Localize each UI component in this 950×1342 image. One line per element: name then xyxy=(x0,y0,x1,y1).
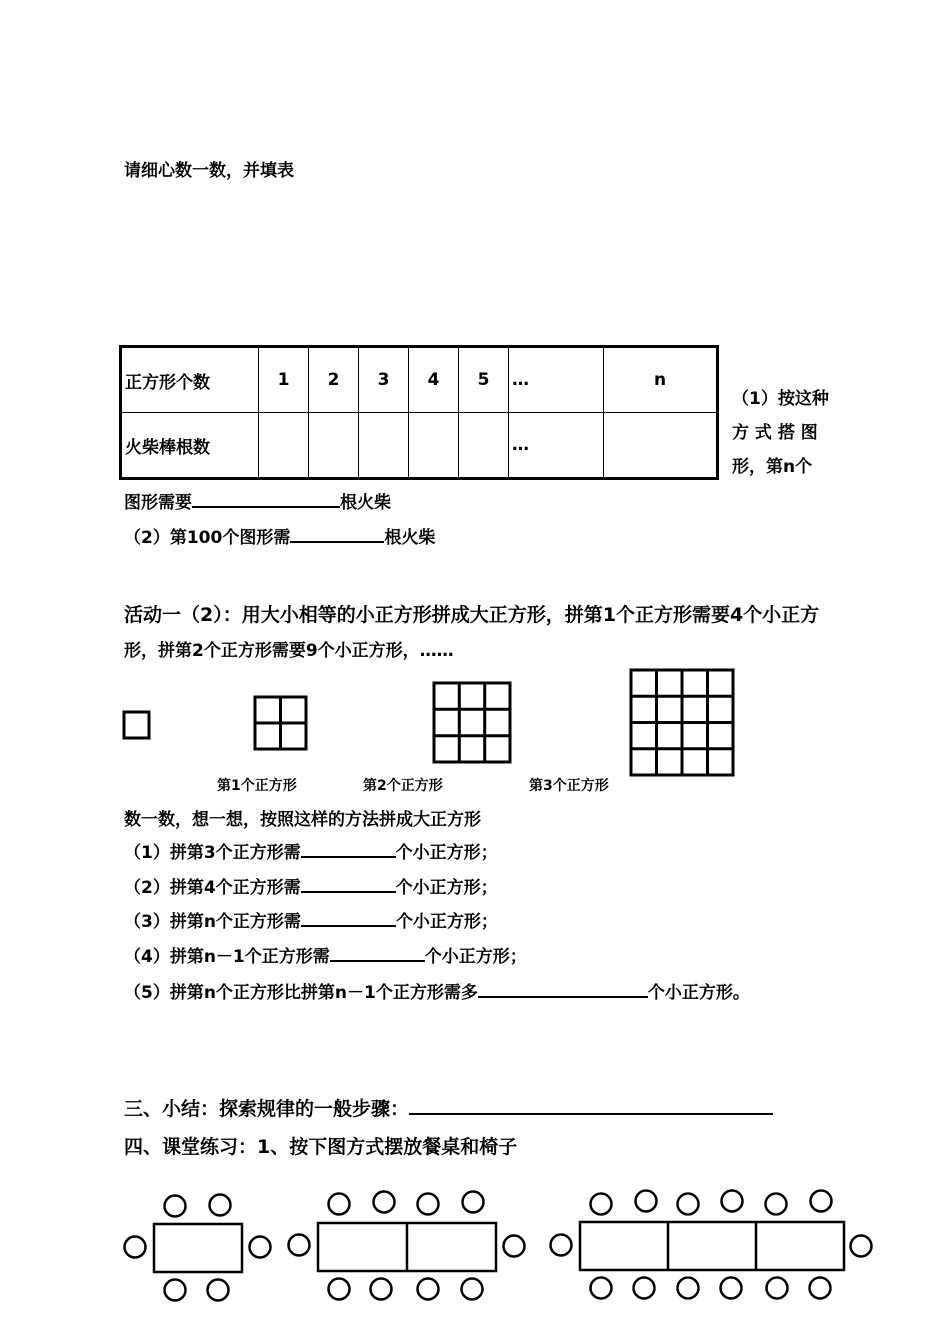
figure-caption: 第1个正方形 xyxy=(217,778,297,794)
table-chair-figures xyxy=(110,1180,890,1310)
activity-line: 形，拼第2个正方形需要9个小正方形，…… xyxy=(124,641,454,661)
q1-side-line: 形，第n个 xyxy=(732,457,813,477)
q2-suffix: 根火柴 xyxy=(384,528,436,548)
figure-caption: 第3个正方形 xyxy=(529,778,609,794)
table-arrangement-3 xyxy=(551,1191,872,1299)
question-line xyxy=(124,942,527,967)
table-cell: 5 xyxy=(459,347,509,413)
question-prefix: （5）拼第n个正方形比拼第n－1个正方形需多 xyxy=(124,983,478,1003)
square-3x3 xyxy=(434,683,510,762)
table-cell: n xyxy=(604,347,718,413)
q1-prefix: 图形需要 xyxy=(124,493,192,513)
answer-blank[interactable] xyxy=(301,909,396,927)
row-label: 火柴棒根数 xyxy=(121,413,259,479)
table-arrangement-1 xyxy=(125,1195,271,1301)
count-prompt: 数一数，想一想，按照这样的方法拼成大正方形 xyxy=(124,810,481,830)
question-line xyxy=(124,838,498,863)
square-4x4 xyxy=(631,670,733,775)
table-cell: … xyxy=(509,413,604,479)
answer-blank[interactable] xyxy=(478,980,648,998)
table-cell: 3 xyxy=(359,347,409,413)
question-suffix: 个小正方形； xyxy=(395,878,498,898)
answer-blank[interactable] xyxy=(330,944,425,962)
table-row xyxy=(121,347,718,413)
summary-line xyxy=(124,1094,773,1121)
summary-label: 三、小结：探索规律的一般步骤： xyxy=(124,1098,410,1120)
activity-line: 活动一（2）：用大小相等的小正方形拼成大正方形，拼第1个正方形需要4个小正方 xyxy=(124,604,820,626)
question-prefix: （2）拼第4个正方形需 xyxy=(124,878,301,898)
question-prefix: （1）拼第3个正方形需 xyxy=(124,843,301,863)
q2-line xyxy=(124,523,435,548)
q1-suffix: 根火柴 xyxy=(340,493,391,513)
table-cell: 1 xyxy=(259,347,309,413)
table-cell[interactable] xyxy=(409,413,459,479)
figure-caption: 第2个正方形 xyxy=(363,778,443,794)
table-arrangement-2 xyxy=(289,1192,525,1300)
row-label: 正方形个数 xyxy=(121,347,259,413)
answer-blank[interactable] xyxy=(301,840,396,858)
table-cell[interactable] xyxy=(359,413,409,479)
question-suffix: 个小正方形。 xyxy=(647,983,750,1003)
table-cell: … xyxy=(509,347,604,413)
table-cell[interactable] xyxy=(604,413,718,479)
q2-prefix: （2）第100个图形需 xyxy=(124,528,291,548)
instruction-text: 请细心数一数，并填表 xyxy=(124,161,294,181)
answer-blank[interactable] xyxy=(192,490,340,508)
question-suffix: 个小正方形； xyxy=(395,843,498,863)
q1-side-line: （1）按这种 xyxy=(732,389,829,409)
matchstick-table xyxy=(119,345,719,480)
question-prefix: （4）拼第n－1个正方形需 xyxy=(124,947,330,967)
table-cell: 4 xyxy=(409,347,459,413)
table-cell[interactable] xyxy=(459,413,509,479)
q1-side-line: 方 式 搭 图 xyxy=(732,423,818,443)
q1-continuation xyxy=(124,488,391,513)
table-cell: 2 xyxy=(309,347,359,413)
question-suffix: 个小正方形； xyxy=(424,947,527,967)
practice-heading: 四、课堂练习：1、按下图方式摆放餐桌和椅子 xyxy=(124,1136,518,1158)
answer-blank[interactable] xyxy=(409,1095,773,1115)
answer-blank[interactable] xyxy=(290,525,384,543)
question-line xyxy=(124,873,498,898)
table-cell[interactable] xyxy=(259,413,309,479)
question-prefix: （3）拼第n个正方形需 xyxy=(124,912,301,932)
square-figures xyxy=(115,660,755,790)
answer-blank[interactable] xyxy=(301,875,396,893)
square-2x2 xyxy=(255,697,306,749)
table-cell[interactable] xyxy=(309,413,359,479)
question-suffix: 个小正方形； xyxy=(395,912,498,932)
question-line xyxy=(124,978,750,1003)
single-square xyxy=(124,712,149,738)
table-row xyxy=(121,413,718,479)
question-line xyxy=(124,907,498,932)
